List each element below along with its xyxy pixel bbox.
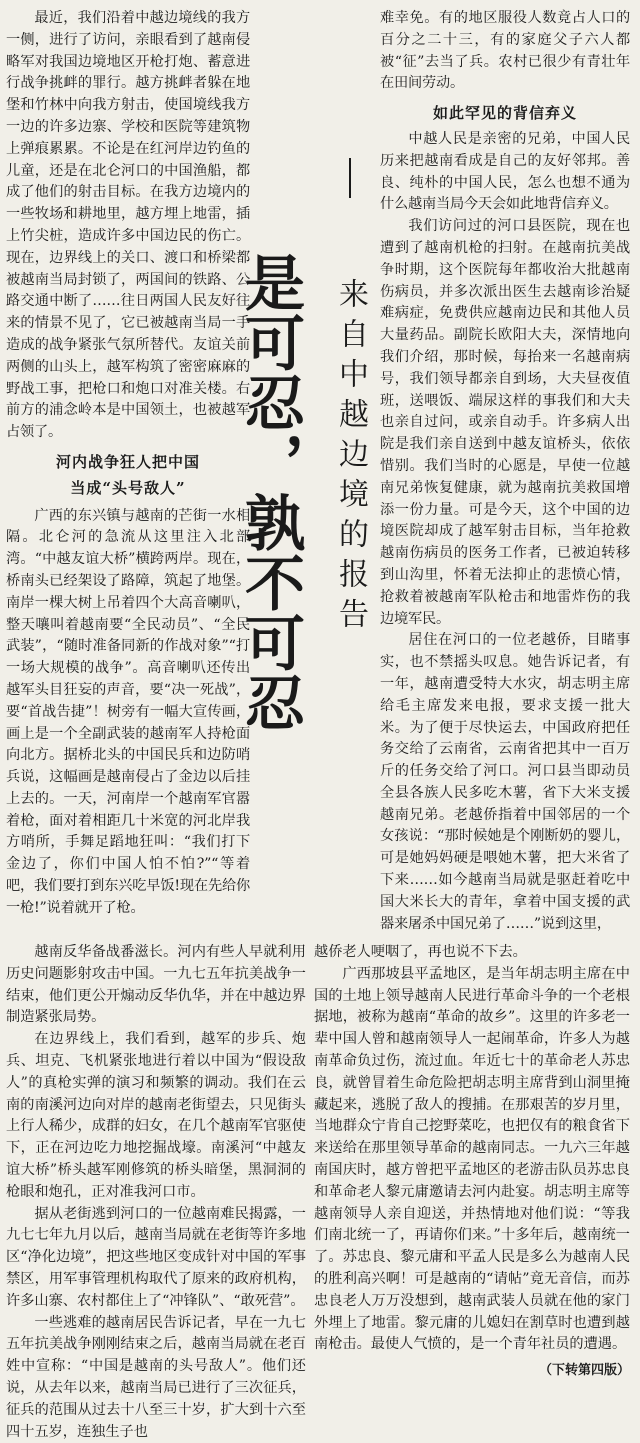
paragraph: 越侨老人哽咽了，再也说不下去。	[314, 944, 527, 960]
paragraph: 居住在河口的一位老越侨，目睹事实，也不禁摇头叹息。她告诉记者，有一年，越南遭受特大水灾，胡志明主席给毛主席发来电报，要求支援一批大米。为了便于尽快运去，中国政府把任务交给了云南省，云南省把其中一百万斤的任务交给了河口。河口县当即动员全县各族人民多吃木薯，省下大米支援越南兄弟。老越侨指着中国邻居的一个女孩说：“那时候她是个刚断奶的婴儿，可是她妈妈硬是喂她木薯，把大米省了下来……如今越南当局就是驱赶着吃中国大米长大的青年，拿着中国支援的武器来屠杀中国兄弟了……”说到这里，	[380, 632, 630, 932]
right-column	[380, 8, 630, 943]
paragraph: 我们访问过的河口县医院，现在也遭到了越南机枪的扫射。在越南抗美战争时期，这个医院每年都收治大批越南伤病员，并多次派出医生去越南诊治疑难病症，免费供应越南边民和其他人员大量药品。副院长欧阳大夫，深情地向我们介绍，那时候，每抬来一名越南病号，我们领导都亲自到场，大夫昼夜值班，送喂饭、端尿这样的事我们和大夫也亲自过问，或亲自动手。许多病人出院是我们亲自送到中越友谊桥头，依依惜别。我们当时的心愿是，早使一位越南兄弟恢复健康，就为越南抗美救国增添一份力量。可是今天，这个中国的边境医院却成了越军射击目标，当年抢救越南伤病员的医务工作者，已被迫转移到山沟里，怀着无法抑止的悲愤心情，抢救着被越南军队枪击和地雷炸伤的我边境军民。	[380, 218, 630, 627]
section-heading: 如此罕见的背信弃义	[432, 104, 577, 123]
section-heading: 河内战争狂人把中国	[55, 452, 200, 471]
subtitle: 来自中越边境的报告	[333, 278, 368, 638]
paragraph: 最近，我们沿着中越边境线的我方一侧，进行了访问，亲眼看到了越南侵略军对我国边境地区开枪打炮、蓄意进行战争挑衅的罪行。越方挑衅者躲在地堡和竹林中向我方射击，使国境线我方一边的许多边寨、学校和医院等建筑物上弹痕累累。不论是在红河岸边钓鱼的儿童，还是在北仑河口的中国渔船，都成了他们的射击目标。在我方边境内的一些牧场和耕地里，越方埋上地雷，插上竹尖桩，造成许多中国边民的伤亡。现在，边界线上的关口、渡口和桥梁都被越南当局封锁了，两国间的铁路、公路交通中断了……往日两国人民友好往来的情景不见了，它已被越南当局一手造成的战争紧张气氛所替代。友谊关前两侧的山头上，越军构筑了密密麻麻的野战工事，把枪口和炮口对准关楼。右前方的浦念岭本是中国领土，也被越军占领了。	[6, 10, 250, 441]
paragraph: 越南反华备战番滋长。河内有些人早就利用历史问题影射攻击中国。一九七五年抗美战争一结束，他们更公开煽动反华仇华，并在中越边界制造紧张局势。	[6, 944, 306, 1026]
bottom-block	[6, 942, 630, 1440]
paragraph: 中越人民是亲密的兄弟，中国人民历来把越南看成是自己的友好邻邦。善良、纯朴的中国人民，怎么也想不通为什么越南当局今天会如此地背信弃义。	[380, 130, 630, 213]
paragraph: 难幸免。有的地区服役人数竟占人口的百分之二十三，有的家庭父子六人都被“征”去当了兵。农村已很少有青壮年在田间劳动。	[380, 10, 630, 92]
paragraph: 广西的东兴镇与越南的芒街一水相隔。北仑河的急流从这里注入北部湾。“中越友谊大桥”横跨两岸。现在，桥南头已经架设了路障，筑起了地堡。南岸一棵大树上吊着四个大高音喇叭，整天嚷叫着越南要“全民动员”、“全民武装”，“随时准备同新的作战对象”“打一场大规模的战争”。高音喇叭还传出越军头目狂妄的声音，要“决一死战”，要“首战告捷”！树旁有一幅大宣传画，画上是一个全副武装的越南军人持枪面向北方。据桥北头的中国民兵和边防哨兵说，这幅画是越南侵占了金边以后挂上去的。一天，河南岸一个越南军官嚣着枪，面对着相距几十米宽的河北岸我方哨所，手舞足蹈地狂叫：“我们打下金边了，你们中国人怕不怕?”“等着吧，我们要打到东兴吃早饭!现在先给你一枪!”说着就开了枪。	[6, 507, 250, 916]
paragraph: 据从老街逃到河口的一位越南难民揭露，一九七七年九月以后，越南当局就在老街等许多地区“净化边境”，把这些地区变成针对中国的军事禁区，用军事管理机构取代了原来的政府机构，许多山寨、农村都住上了“冲锋队”、“敢死营”。	[6, 1205, 306, 1309]
bottom-left	[6, 942, 306, 1440]
section-heading: 当成“头号敌人”	[70, 478, 186, 497]
bottom-right	[314, 942, 630, 1362]
paragraph: 广西那坡县平孟地区，是当年胡志明主席在中国的土地上领导越南人民进行革命斗争的一个老根据地，被称为越南“革命的故乡”。这里的许多老一辈中国人曾和越南领导人一起闹革命，许多人为越南革命负过伤，流过血。年近七十的革命老人苏忠良，就曾冒着生命危险把胡志明主席背到山洞里掩藏起来，逃脱了敌人的搜捕。在那艰苦的岁月里，当地群众宁肯自己挖野菜吃，也把仅有的粮食省下来送给在那里领导革命的越南同志。一九六三年越南国庆时，越方曾把平孟地区的老游击队员苏忠良和革命老人黎元庸邀请去河内赴宴。胡志明主席等越南领导人亲自迎送，并热情地对他们说：“等我们南北统一了，再请你们来。”十多年后，越南统一了。苏忠良、黎元庸和平孟人民是多么为越南人民的胜利高兴啊！可是越南的“请帖”竟无音信，而苏忠良老人万万没想到，越南武装人员就在他的家门外埋上了地雷。黎元庸的儿媳妇在割草时也遭到越南枪击。最使人气愤的，是一个青年社员的遭遇。	[314, 965, 630, 1353]
paragraph: 一些逃难的越南居民告诉记者，早在一九七五年抗美战争刚刚结束之后，越南当局就在老百姓中宣称：“中国是越南的头号敌人”。他们还说，从去年以来，越南当局已进行了三次征兵，征兵的范围从过去十八至三十岁，扩大到十六至四十五岁，连独生子也	[6, 1314, 306, 1440]
headline: 是可忍，孰不可忍	[235, 252, 305, 732]
paragraph: 在边界线上，我们看到，越军的步兵、炮兵、坦克、飞机紧张地进行着以中国为“假设敌人”的真枪实弹的演习和频繁的调动。我们在云南的南溪河边向对岸的越南老街望去，只见街头上行人稀少，成群的妇女，在几个越南军官驱使下，正在河边吃力地挖掘战壕。南溪河“中越友谊大桥”桥头越军刚修筑的桥头暗堡，黑洞洞的枪眼和炮孔，正对准我河口市。	[6, 1031, 306, 1200]
continued-note: （下转第四版）	[538, 1363, 630, 1378]
